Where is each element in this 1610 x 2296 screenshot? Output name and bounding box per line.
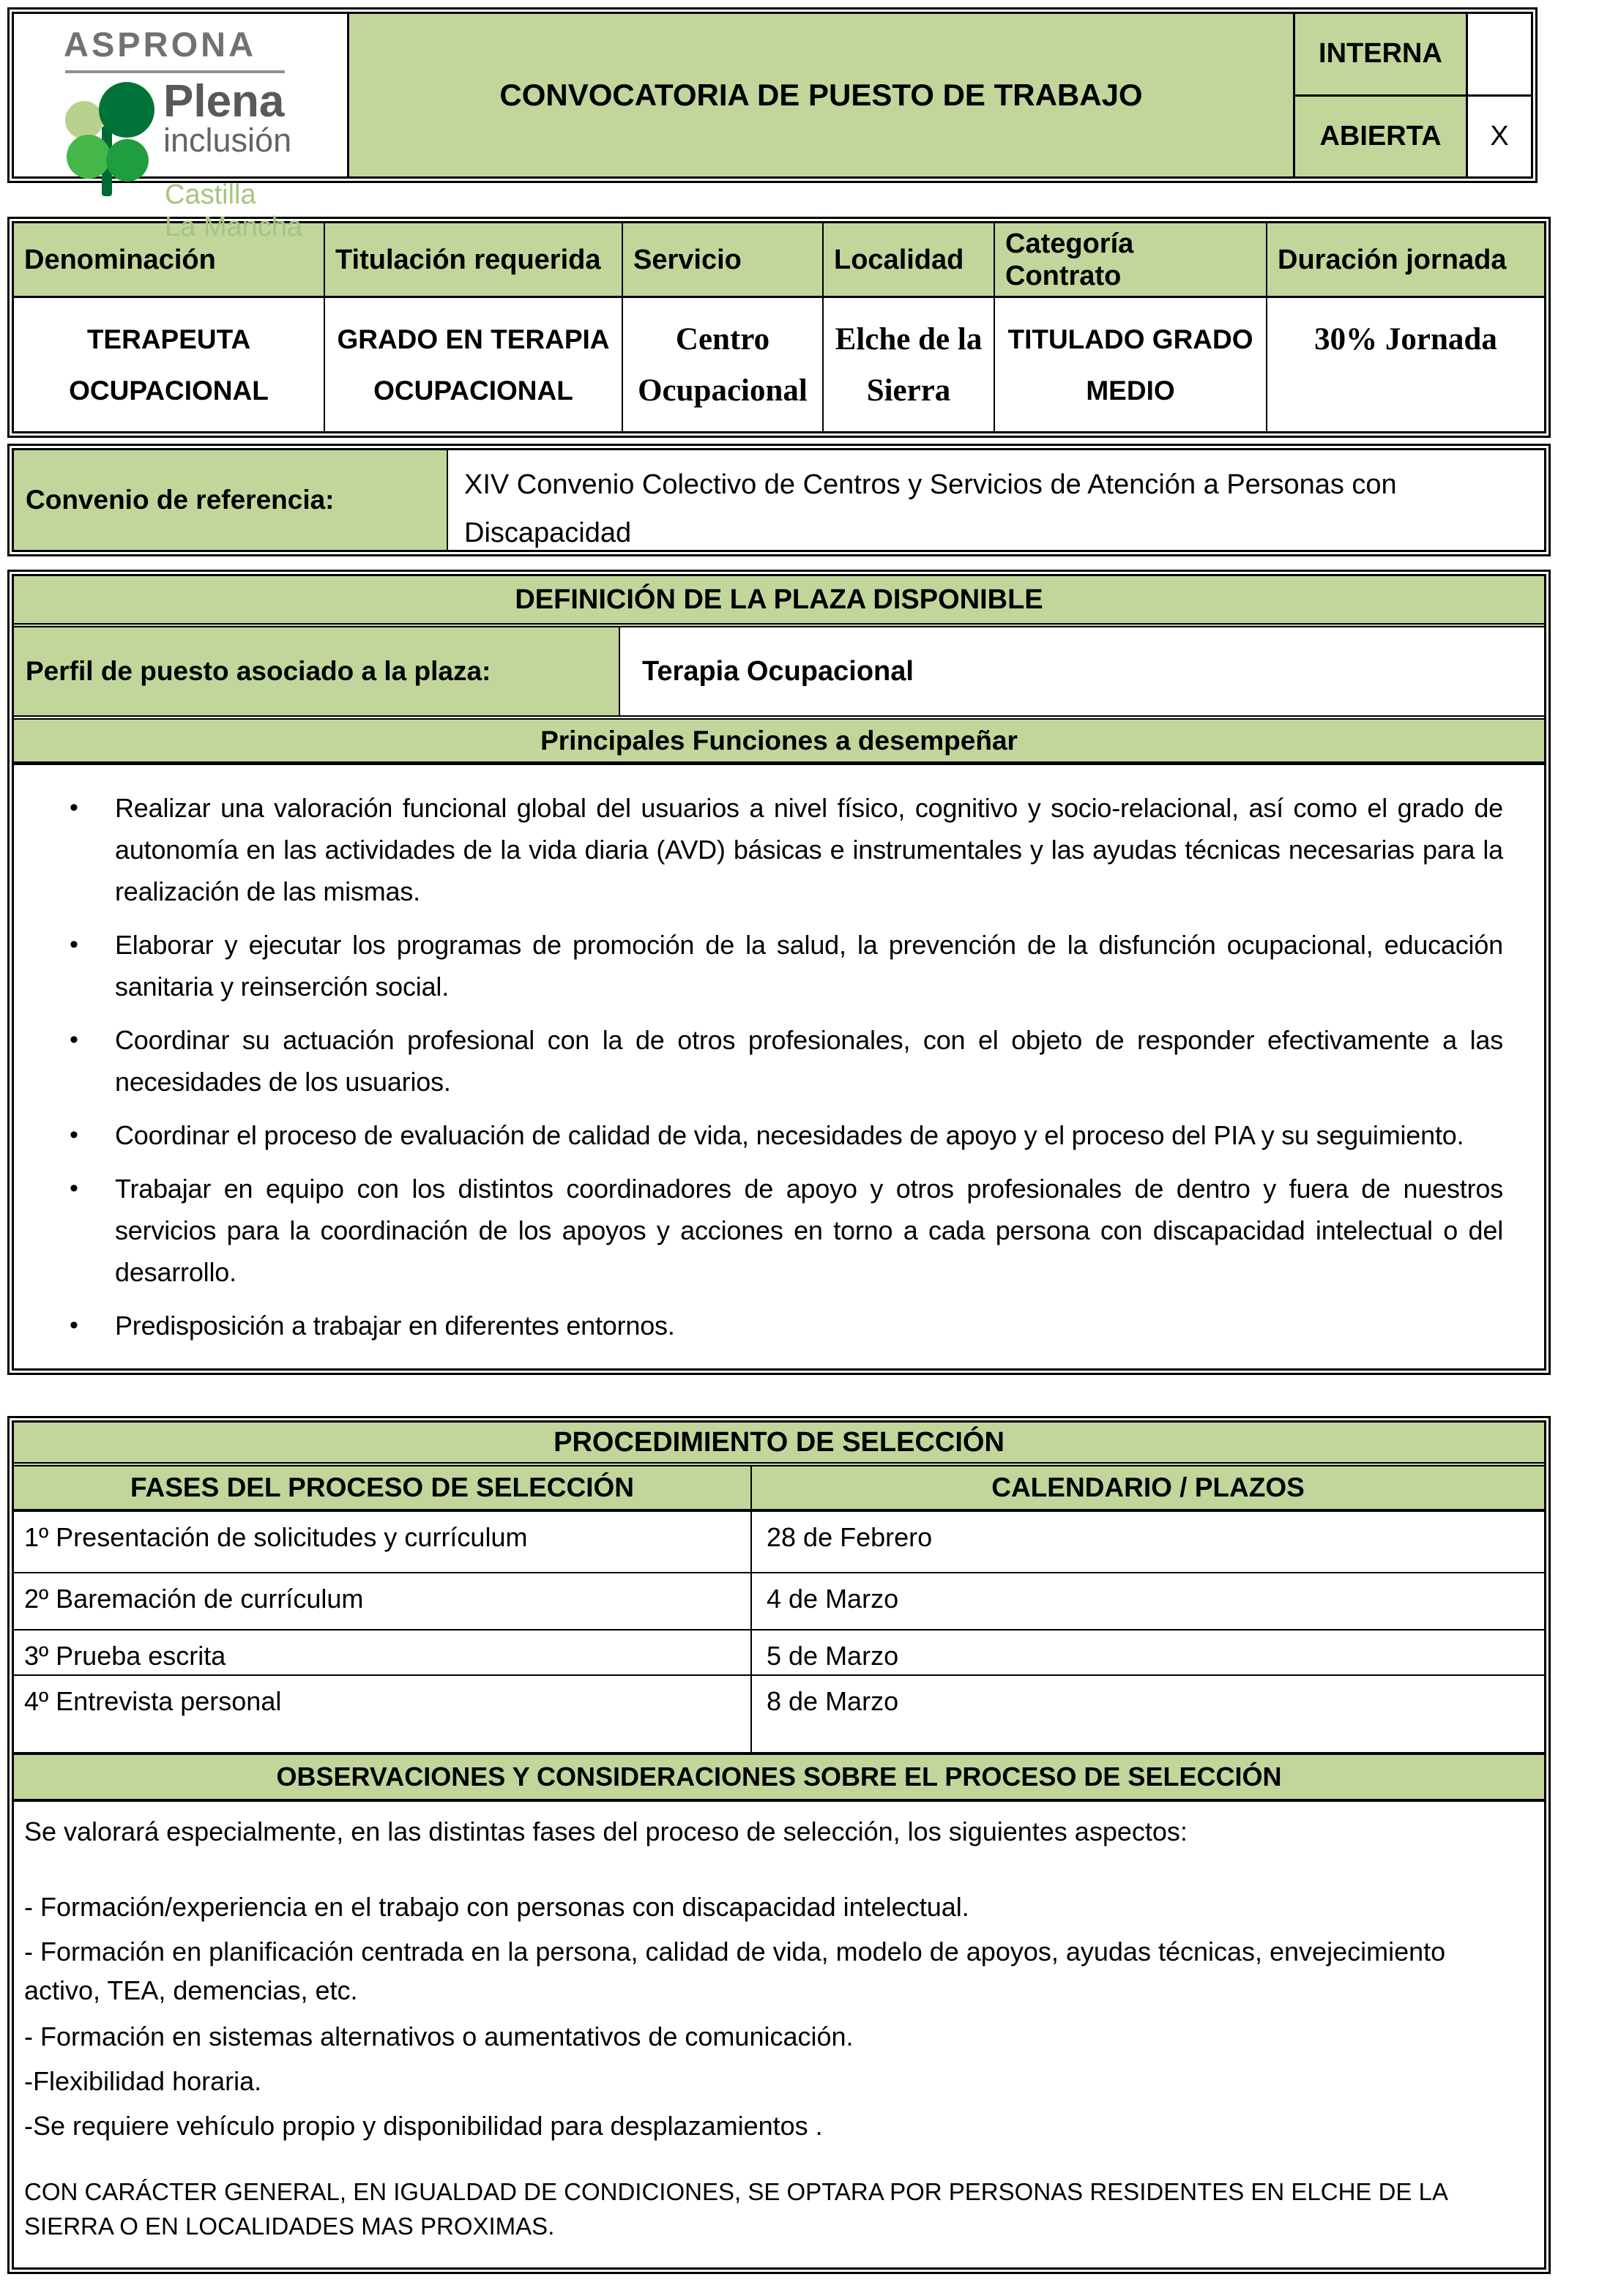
- fase-row: [14, 1630, 1544, 1676]
- funcion-item: [59, 1168, 1503, 1293]
- bullet-icon: •: [70, 931, 78, 958]
- plena-inclusion-clover-icon: [64, 82, 155, 192]
- observacion-item: - Formación/experiencia en el trabajo con personas con discapacidad intelectual.: [24, 1892, 969, 1922]
- header-table: [7, 7, 1538, 242]
- fase-row: [14, 1573, 1544, 1630]
- logo-region: [165, 179, 347, 243]
- funcion-text: Elaborar y ejecutar los programas de promoción de la salud, la prevención de la disfunción ocupacional, educación sanitaria y reinserción social.: [115, 930, 1503, 1002]
- plazo-text: 5 de Marzo: [767, 1641, 899, 1671]
- definicion-table: [7, 570, 1551, 1375]
- logo-cell: [14, 14, 349, 242]
- bullet-icon: •: [70, 794, 78, 821]
- funcion-item: [59, 1305, 1503, 1346]
- funcion-text: Coordinar el proceso de evaluación de calidad de vida, necesidades de apoyo y el proceso del PIA y su seguimiento.: [115, 1120, 1464, 1150]
- funcion-text: Coordinar su actuación profesional con la de otros profesionales, con el objeto de responder efectivamente a las necesidades de los usuarios.: [115, 1025, 1503, 1097]
- observaciones-content: [14, 1802, 1544, 2243]
- value-categoria: TITULADO GRADO MEDIO: [995, 298, 1267, 431]
- column-header-duracion: Duración jornada: [1267, 223, 1544, 298]
- funciones-list: [14, 765, 1544, 1368]
- observacion-item: - Formación en sistemas alternativos o aumentativos de comunicación.: [24, 2021, 854, 2051]
- column-header-categoria: Categoría Contrato: [995, 223, 1267, 298]
- perfil-label: Perfil de puesto asociado a la plaza:: [14, 627, 620, 715]
- abierta-label: ABIERTA: [1295, 97, 1468, 177]
- funcion-text: Realizar una valoración funcional global del usuarios a nivel físico, cognitivo y socio-relacional, así como el grado de autonomía en las actividades de la vida diaria (AVD) básicas e instrumentales y las ayudas técnicas necesarias para la realización de las mismas.: [115, 793, 1503, 906]
- column-header-calendario: CALENDARIO / PLAZOS: [991, 1472, 1305, 1502]
- abierta-checkbox: X: [1468, 97, 1531, 177]
- fase-row: [14, 1676, 1544, 1755]
- definicion-title: DEFINICIÓN DE LA PLAZA DISPONIBLE: [14, 576, 1544, 627]
- logo-brand-line2: inclusión: [163, 122, 292, 159]
- logo-region-line2: La Mancha: [165, 212, 303, 242]
- fase-row: [14, 1512, 1544, 1573]
- value-titulacion: GRADO EN TERAPIA OCUPACIONAL: [325, 298, 623, 431]
- funcion-item: [59, 787, 1503, 912]
- plazo-text: 4 de Marzo: [767, 1584, 899, 1614]
- plazo-text: 28 de Febrero: [767, 1522, 933, 1552]
- column-header-fases: FASES DEL PROCESO DE SELECCIÓN: [14, 1466, 752, 1509]
- funcion-item: [59, 1114, 1503, 1156]
- value-denominacion: TERAPEUTA OCUPACIONAL: [14, 298, 325, 431]
- bullet-icon: •: [70, 1026, 78, 1054]
- document-title-cell: [349, 14, 1295, 176]
- logo-brand-line1: Plena: [163, 76, 285, 127]
- column-header-localidad: Localidad: [824, 223, 995, 298]
- fase-text: 3º Prueba escrita: [14, 1630, 752, 1674]
- fase-text: 1º Presentación de solicitudes y currículum: [14, 1512, 752, 1572]
- bullet-icon: •: [70, 1174, 78, 1202]
- value-localidad: Elche de la Sierra: [824, 298, 995, 431]
- funcion-text: Trabajar en equipo con los distintos coordinadores de apoyo y otros profesionales de dentro y fuera de nuestros servicios para la coordinación de los apoyos y acciones en torno a cada persona con discapacidad intelectual o del desarrollo.: [115, 1174, 1503, 1287]
- funciones-title: Principales Funciones a desempeñar: [14, 720, 1544, 765]
- interna-checkbox: [1468, 14, 1531, 94]
- column-header-denominacion: Denominación: [14, 223, 325, 298]
- value-servicio: Centro Ocupacional: [623, 298, 824, 431]
- fase-text: 4º Entrevista personal: [14, 1676, 752, 1752]
- asprona-wordmark: ASPRONA: [64, 25, 257, 64]
- observacion-item: -Se requiere vehículo propio y disponibilidad para desplazamientos .: [24, 2111, 823, 2141]
- procedimiento-table: [7, 1416, 1551, 2274]
- bullet-icon: •: [70, 1121, 78, 1149]
- funcion-text: Predisposición a trabajar en diferentes entornos.: [115, 1311, 675, 1341]
- perfil-value: Terapia Ocupacional: [642, 655, 914, 687]
- observaciones-title: OBSERVACIONES Y CONSIDERACIONES SOBRE EL PROCESO DE SELECCIÓN: [14, 1755, 1544, 1802]
- column-header-servicio: Servicio: [623, 223, 824, 298]
- column-header-titulacion: Titulación requerida: [325, 223, 623, 298]
- document-title: CONVOCATORIA DE PUESTO DE TRABAJO: [499, 78, 1143, 112]
- convenio-value: XIV Convenio Colectivo de Centros y Servicios de Atención a Personas con Discapacidad: [464, 469, 1397, 548]
- interna-label: INTERNA: [1295, 14, 1468, 94]
- observacion-item: -Flexibilidad horaria.: [24, 2066, 262, 2096]
- convenio-table: [7, 444, 1551, 556]
- procedimiento-title: PROCEDIMIENTO DE SELECCIÓN: [14, 1423, 1544, 1466]
- logo-region-line1: Castilla: [165, 179, 256, 210]
- plazo-text: 8 de Marzo: [767, 1686, 899, 1716]
- fase-text: 2º Baremación de currículum: [14, 1573, 752, 1629]
- job-summary-table: [7, 217, 1551, 438]
- bullet-icon: •: [70, 1311, 78, 1339]
- logo-divider: [65, 70, 285, 73]
- funcion-item: [59, 924, 1503, 1007]
- convenio-label: Convenio de referencia:: [14, 450, 448, 550]
- funcion-item: [59, 1019, 1503, 1103]
- observaciones-final-note: CON CARÁCTER GENERAL, EN IGUALDAD DE CONDICIONES, SE OPTARA POR PERSONAS RESIDENTES EN ELCHE DE LA SIERRA O EN LOCALIDADES MAS PROXIMAS.: [24, 2178, 1447, 2240]
- observacion-item: - Formación en planificación centrada en la persona, calidad de vida, modelo de apoyos, ayudas técnicas, envejecimiento activo, TEA, demencias, etc.: [24, 1937, 1446, 2005]
- observaciones-intro: Se valorará especialmente, en las distintas fases del proceso de selección, los siguientes aspectos:: [24, 1816, 1188, 1846]
- value-duracion: 30% Jornada: [1314, 322, 1497, 357]
- convocatoria-mode-block: [1295, 14, 1531, 176]
